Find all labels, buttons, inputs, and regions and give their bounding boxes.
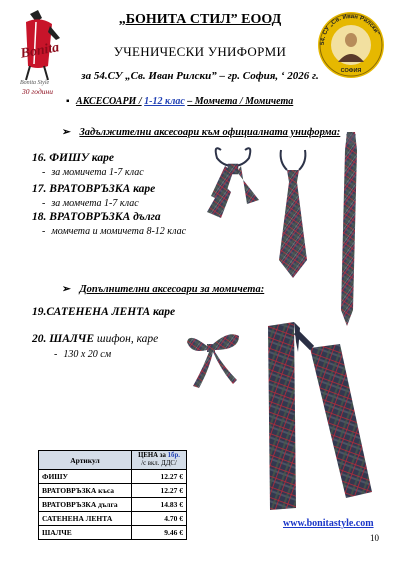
item-17-detail: - за момчета 1-7 клас (42, 198, 139, 209)
arrow-bullet-icon: ➢ (62, 127, 71, 138)
item-18-detail: - момчета и момичета 8-12 клас (42, 226, 187, 237)
document-title: УЧЕНИЧЕСКИ УНИФОРМИ (113, 44, 287, 59)
website-link[interactable]: www.bonitastyle.com (283, 518, 374, 529)
item-19-title: 19.САТЕНЕНА ЛЕНТА каре (32, 306, 176, 318)
item-20-title: 20. ШАЛЧЕ шифон, каре (32, 333, 159, 345)
scarf-image (260, 322, 375, 512)
table-row: ВРАТОВРЪЗКА къса 12.27 € (39, 484, 187, 498)
logo-years-text: 30 години (22, 87, 53, 96)
logo-brand-text: Bonita (19, 40, 61, 62)
table-row: ШАЛЧЕ 9.46 € (39, 526, 187, 540)
school-line: за 54.СУ „Св. Иван Рилски” – гр. София, ‘ 2026 г. (81, 70, 319, 82)
section-audience: – Момчета / Момичета (187, 96, 294, 107)
table-row: ФИШУ 12.27 € (39, 470, 187, 484)
arrow-bullet-icon: ➢ (62, 284, 71, 295)
fichu-image (203, 144, 263, 228)
page-number: 10 (370, 533, 379, 543)
item-20-detail: - 130 х 20 см (54, 349, 112, 360)
section-label: АКСЕСОАРИ / (76, 96, 142, 107)
table-row: ВРАТОВРЪЗКА дълга 14.83 € (39, 498, 187, 512)
section-heading (66, 96, 293, 107)
item-18-title: 18. ВРАТОВРЪЗКА дълга (32, 211, 161, 223)
section-grades: 1-12 клас (144, 96, 185, 107)
price-table-header-price: ЦЕНА за 1бр. /с вкл. ДДС/ (132, 451, 187, 470)
section-bullet: ▪ (66, 96, 70, 107)
mandatory-heading: ➢ Задължителни аксесоари към официалната униформа: (62, 127, 341, 138)
item-17-title: 17. ВРАТОВРЪЗКА каре (32, 183, 156, 195)
company-name: „БОНИТА СТИЛ” ЕООД (118, 12, 282, 27)
seal-text: 54. СУ „Св. Иван Рилски” (319, 13, 381, 46)
item-16-detail: - за момичета 1-7 клас (42, 167, 144, 178)
item-16-title: 16. ФИШУ каре (32, 152, 114, 164)
price-table-header-item: Артикул (39, 451, 132, 470)
table-row: САТЕНЕНА ЛЕНТА 4.70 € (39, 512, 187, 526)
short-tie-image (275, 148, 311, 280)
long-tie-image (337, 130, 367, 330)
seal-city-text: СОФИЯ (340, 68, 362, 74)
satin-ribbon-image (183, 328, 245, 390)
price-table (38, 450, 187, 540)
logo-tagline-text: Bonita Style (20, 80, 50, 86)
optional-heading: ➢ Допълнителни аксесоари за момичета: (62, 284, 265, 295)
